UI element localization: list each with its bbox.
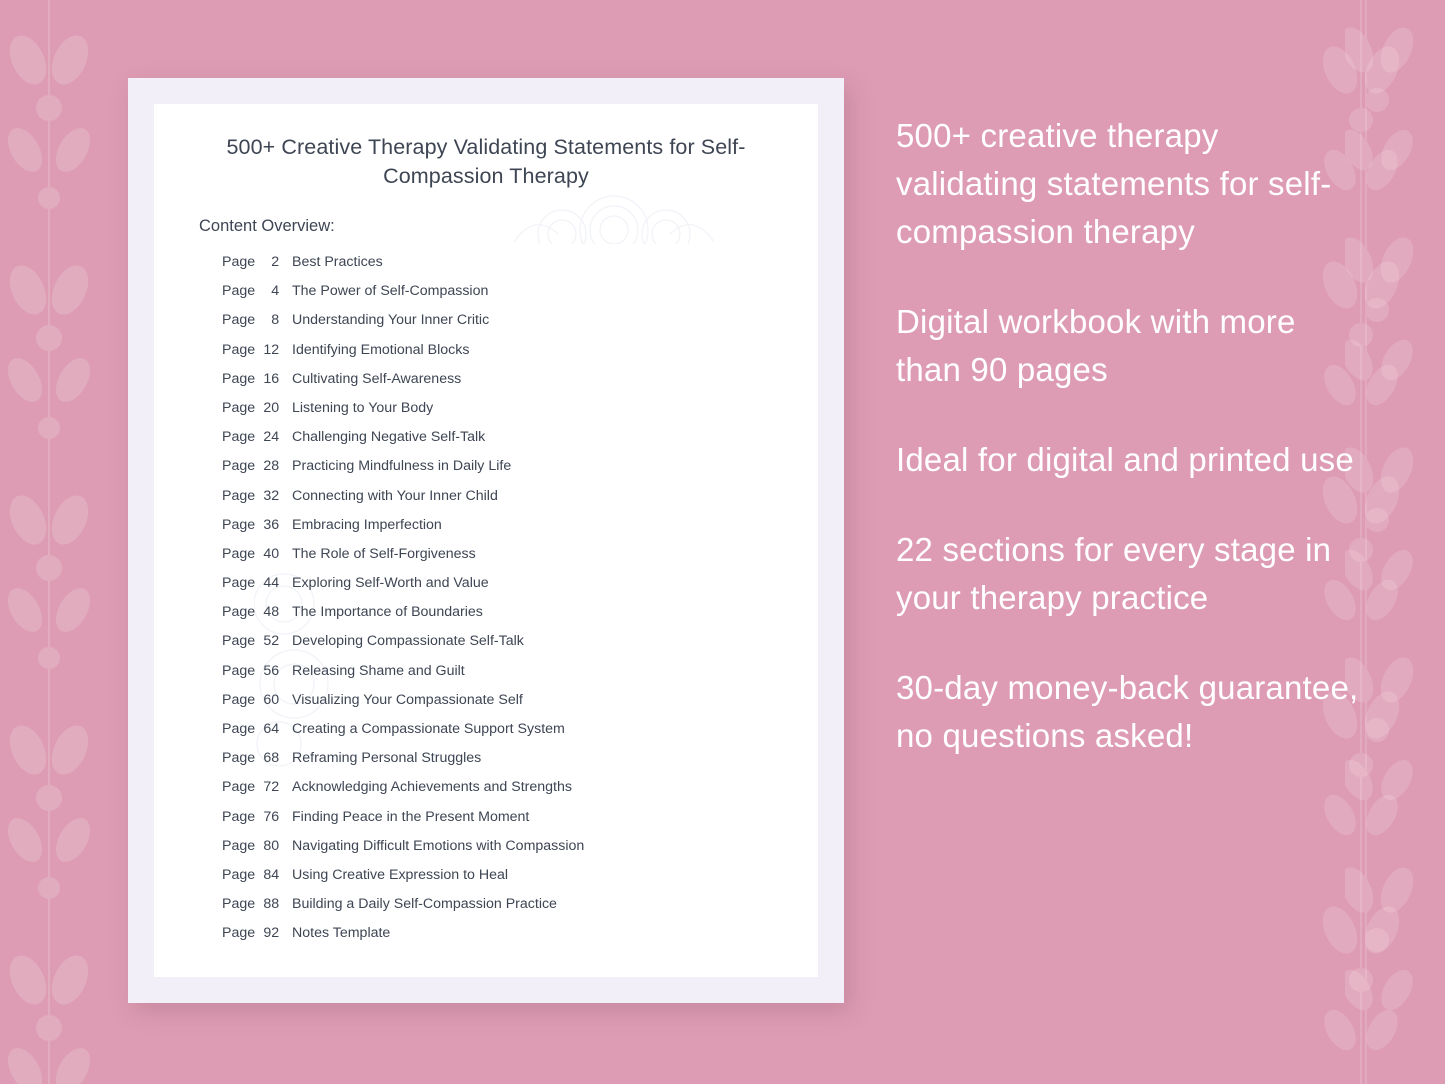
- marketing-line: Ideal for digital and printed use: [896, 441, 1354, 478]
- toc-entry-page: [222, 342, 284, 358]
- marketing-line: 30-day money-back guarantee, no questions asked!: [896, 669, 1359, 754]
- toc-page-word: Page: [222, 604, 256, 621]
- toc-entry-title: Identifying Emotional Blocks: [292, 341, 470, 358]
- toc-page-number: 20: [263, 399, 280, 416]
- toc-entry-page: [222, 633, 284, 649]
- toc-page-word: Page: [222, 341, 256, 358]
- toc-entry-page: [222, 896, 284, 912]
- toc-entry-title: Releasing Shame and Guilt: [292, 662, 465, 679]
- toc-page-number: 28: [263, 458, 280, 475]
- toc-page-number: 68: [263, 750, 280, 767]
- toc-entry-page: [222, 488, 284, 504]
- toc-entry-page: [222, 604, 284, 620]
- toc-entry-page: [222, 400, 284, 416]
- toc-entry-page: [222, 429, 284, 445]
- toc-page-word: Page: [222, 575, 256, 592]
- toc-entry-title: Creating a Compassionate Support System: [292, 721, 565, 737]
- toc-entry: [222, 633, 802, 662]
- toc-page-word: Page: [222, 487, 256, 504]
- toc-entry: [222, 721, 802, 750]
- toc-entry: [222, 750, 802, 779]
- toc-entry-title: Challenging Negative Self-Talk: [292, 429, 486, 446]
- toc-entry-page: [222, 692, 284, 708]
- toc-page-number: 64: [263, 721, 280, 737]
- toc-page-number: 32: [263, 487, 280, 504]
- toc-entry: [222, 254, 802, 283]
- toc-entry: [222, 342, 802, 371]
- toc-page-number: 80: [263, 837, 280, 854]
- toc-page-word: Page: [222, 399, 256, 416]
- toc-page-number: 2: [271, 254, 280, 270]
- toc-entry-title: Cultivating Self-Awareness: [292, 370, 462, 387]
- toc-entry: [222, 809, 802, 838]
- toc-entry: [222, 604, 802, 633]
- toc-entry-title: Finding Peace in the Present Moment: [292, 808, 530, 825]
- toc-entry: [222, 925, 802, 954]
- toc-entry: [222, 867, 802, 896]
- content-overview-label: Content Overview:: [199, 217, 335, 235]
- toc-entry-page: [222, 254, 284, 270]
- toc-page-word: Page: [222, 633, 256, 650]
- toc-entry-title: Reframing Personal Struggles: [292, 750, 482, 767]
- toc-page-word: Page: [222, 779, 256, 796]
- toc-entry: [222, 400, 802, 429]
- toc-page-word: Page: [222, 837, 256, 854]
- toc-entry: [222, 429, 802, 458]
- toc-entry-page: [222, 925, 284, 941]
- toc-entry-page: [222, 312, 284, 328]
- toc-page-word: Page: [222, 750, 256, 767]
- marketing-line: Digital workbook with more than 90 pages: [896, 303, 1296, 388]
- toc-page-word: Page: [222, 721, 256, 737]
- toc-entry-page: [222, 546, 284, 562]
- toc-entry-page: [222, 458, 284, 474]
- toc-entry: [222, 371, 802, 400]
- toc-entry-title: Acknowledging Achievements and Strengths: [292, 779, 572, 796]
- marketing-line: 22 sections for every stage in your therapy practice: [896, 531, 1332, 616]
- toc-page-number: 88: [263, 896, 280, 913]
- toc-page-number: 44: [263, 575, 280, 592]
- toc-entry-page: [222, 371, 284, 387]
- toc-entry-page: [222, 721, 284, 737]
- toc-page-number: 76: [263, 808, 280, 825]
- toc-entry-page: [222, 838, 284, 854]
- toc-page-word: Page: [222, 925, 256, 942]
- toc-page-word: Page: [222, 866, 256, 883]
- toc-entry-page: [222, 809, 284, 825]
- toc-page-number: 48: [263, 604, 280, 621]
- toc-entry-title: Building a Daily Self-Compassion Practice: [292, 896, 557, 913]
- toc-page-number: 24: [263, 429, 280, 446]
- toc-entry: [222, 517, 802, 546]
- toc-page-number: 40: [263, 545, 280, 562]
- toc-page-word: Page: [222, 254, 256, 270]
- page-title: 500+ Creative Therapy Validating Statements for Self-Compassion Therapy: [226, 135, 746, 188]
- toc-page-number: 16: [263, 370, 280, 387]
- floral-border-left: [0, 0, 100, 1084]
- toc-page-word: Page: [222, 429, 256, 446]
- toc-page-number: 72: [263, 779, 280, 796]
- toc-page-number: 36: [263, 516, 280, 533]
- toc-page-word: Page: [222, 662, 256, 679]
- toc-entry: [222, 458, 802, 487]
- toc-entry: [222, 663, 802, 692]
- toc-page-number: 52: [263, 633, 280, 650]
- toc-page-word: Page: [222, 545, 256, 562]
- toc-page-number: 12: [263, 341, 280, 358]
- toc-page-number: 4: [271, 283, 280, 300]
- toc-page-word: Page: [222, 370, 256, 387]
- toc-page-word: Page: [222, 516, 256, 533]
- toc-entry: [222, 546, 802, 575]
- toc-entry: [222, 838, 802, 867]
- table-of-contents: [222, 254, 802, 955]
- toc-entry: [222, 779, 802, 808]
- toc-page-number: 92: [263, 925, 280, 942]
- toc-entry-page: [222, 283, 284, 299]
- toc-entry: [222, 312, 802, 341]
- toc-page-number: 84: [263, 866, 280, 883]
- toc-entry-page: [222, 663, 284, 679]
- toc-entry-title: Understanding Your Inner Critic: [292, 312, 490, 329]
- marketing-copy: [896, 112, 1366, 760]
- toc-page-number: 60: [263, 691, 280, 708]
- toc-entry: [222, 488, 802, 517]
- toc-entry-title: Listening to Your Body: [292, 399, 434, 416]
- toc-page-word: Page: [222, 458, 256, 475]
- toc-page-number: 56: [263, 662, 280, 679]
- toc-entry-title: The Importance of Boundaries: [292, 604, 483, 621]
- toc-entry: [222, 692, 802, 721]
- toc-entry-page: [222, 750, 284, 766]
- toc-entry-title: Connecting with Your Inner Child: [292, 487, 498, 504]
- toc-entry-title: Practicing Mindfulness in Daily Life: [292, 458, 512, 475]
- toc-page-word: Page: [222, 896, 256, 913]
- toc-entry-page: [222, 575, 284, 591]
- toc-entry-title: Visualizing Your Compassionate Self: [292, 691, 523, 708]
- toc-page-word: Page: [222, 808, 256, 825]
- marketing-line: 500+ creative therapy validating statements for self-compassion therapy: [896, 117, 1332, 250]
- toc-entry-title: Embracing Imperfection: [292, 516, 442, 533]
- toc-entry-title: Using Creative Expression to Heal: [292, 866, 509, 883]
- toc-entry-title: Exploring Self-Worth and Value: [292, 575, 489, 592]
- toc-entry: [222, 283, 802, 312]
- toc-entry-title: The Role of Self-Forgiveness: [292, 545, 476, 562]
- toc-entry-title: Developing Compassionate Self-Talk: [292, 633, 524, 650]
- toc-page-number: 8: [271, 312, 280, 329]
- toc-page-word: Page: [222, 312, 256, 329]
- toc-entry-title: The Power of Self-Compassion: [292, 283, 489, 300]
- toc-entry: [222, 896, 802, 925]
- toc-entry-page: [222, 779, 284, 795]
- toc-page-word: Page: [222, 283, 256, 300]
- toc-entry-page: [222, 867, 284, 883]
- toc-entry-title: Best Practices: [292, 254, 383, 270]
- toc-page-word: Page: [222, 691, 256, 708]
- toc-entry-page: [222, 517, 284, 533]
- toc-entry: [222, 575, 802, 604]
- toc-entry-title: Notes Template: [292, 925, 391, 942]
- toc-entry-title: Navigating Difficult Emotions with Compassion: [292, 837, 585, 854]
